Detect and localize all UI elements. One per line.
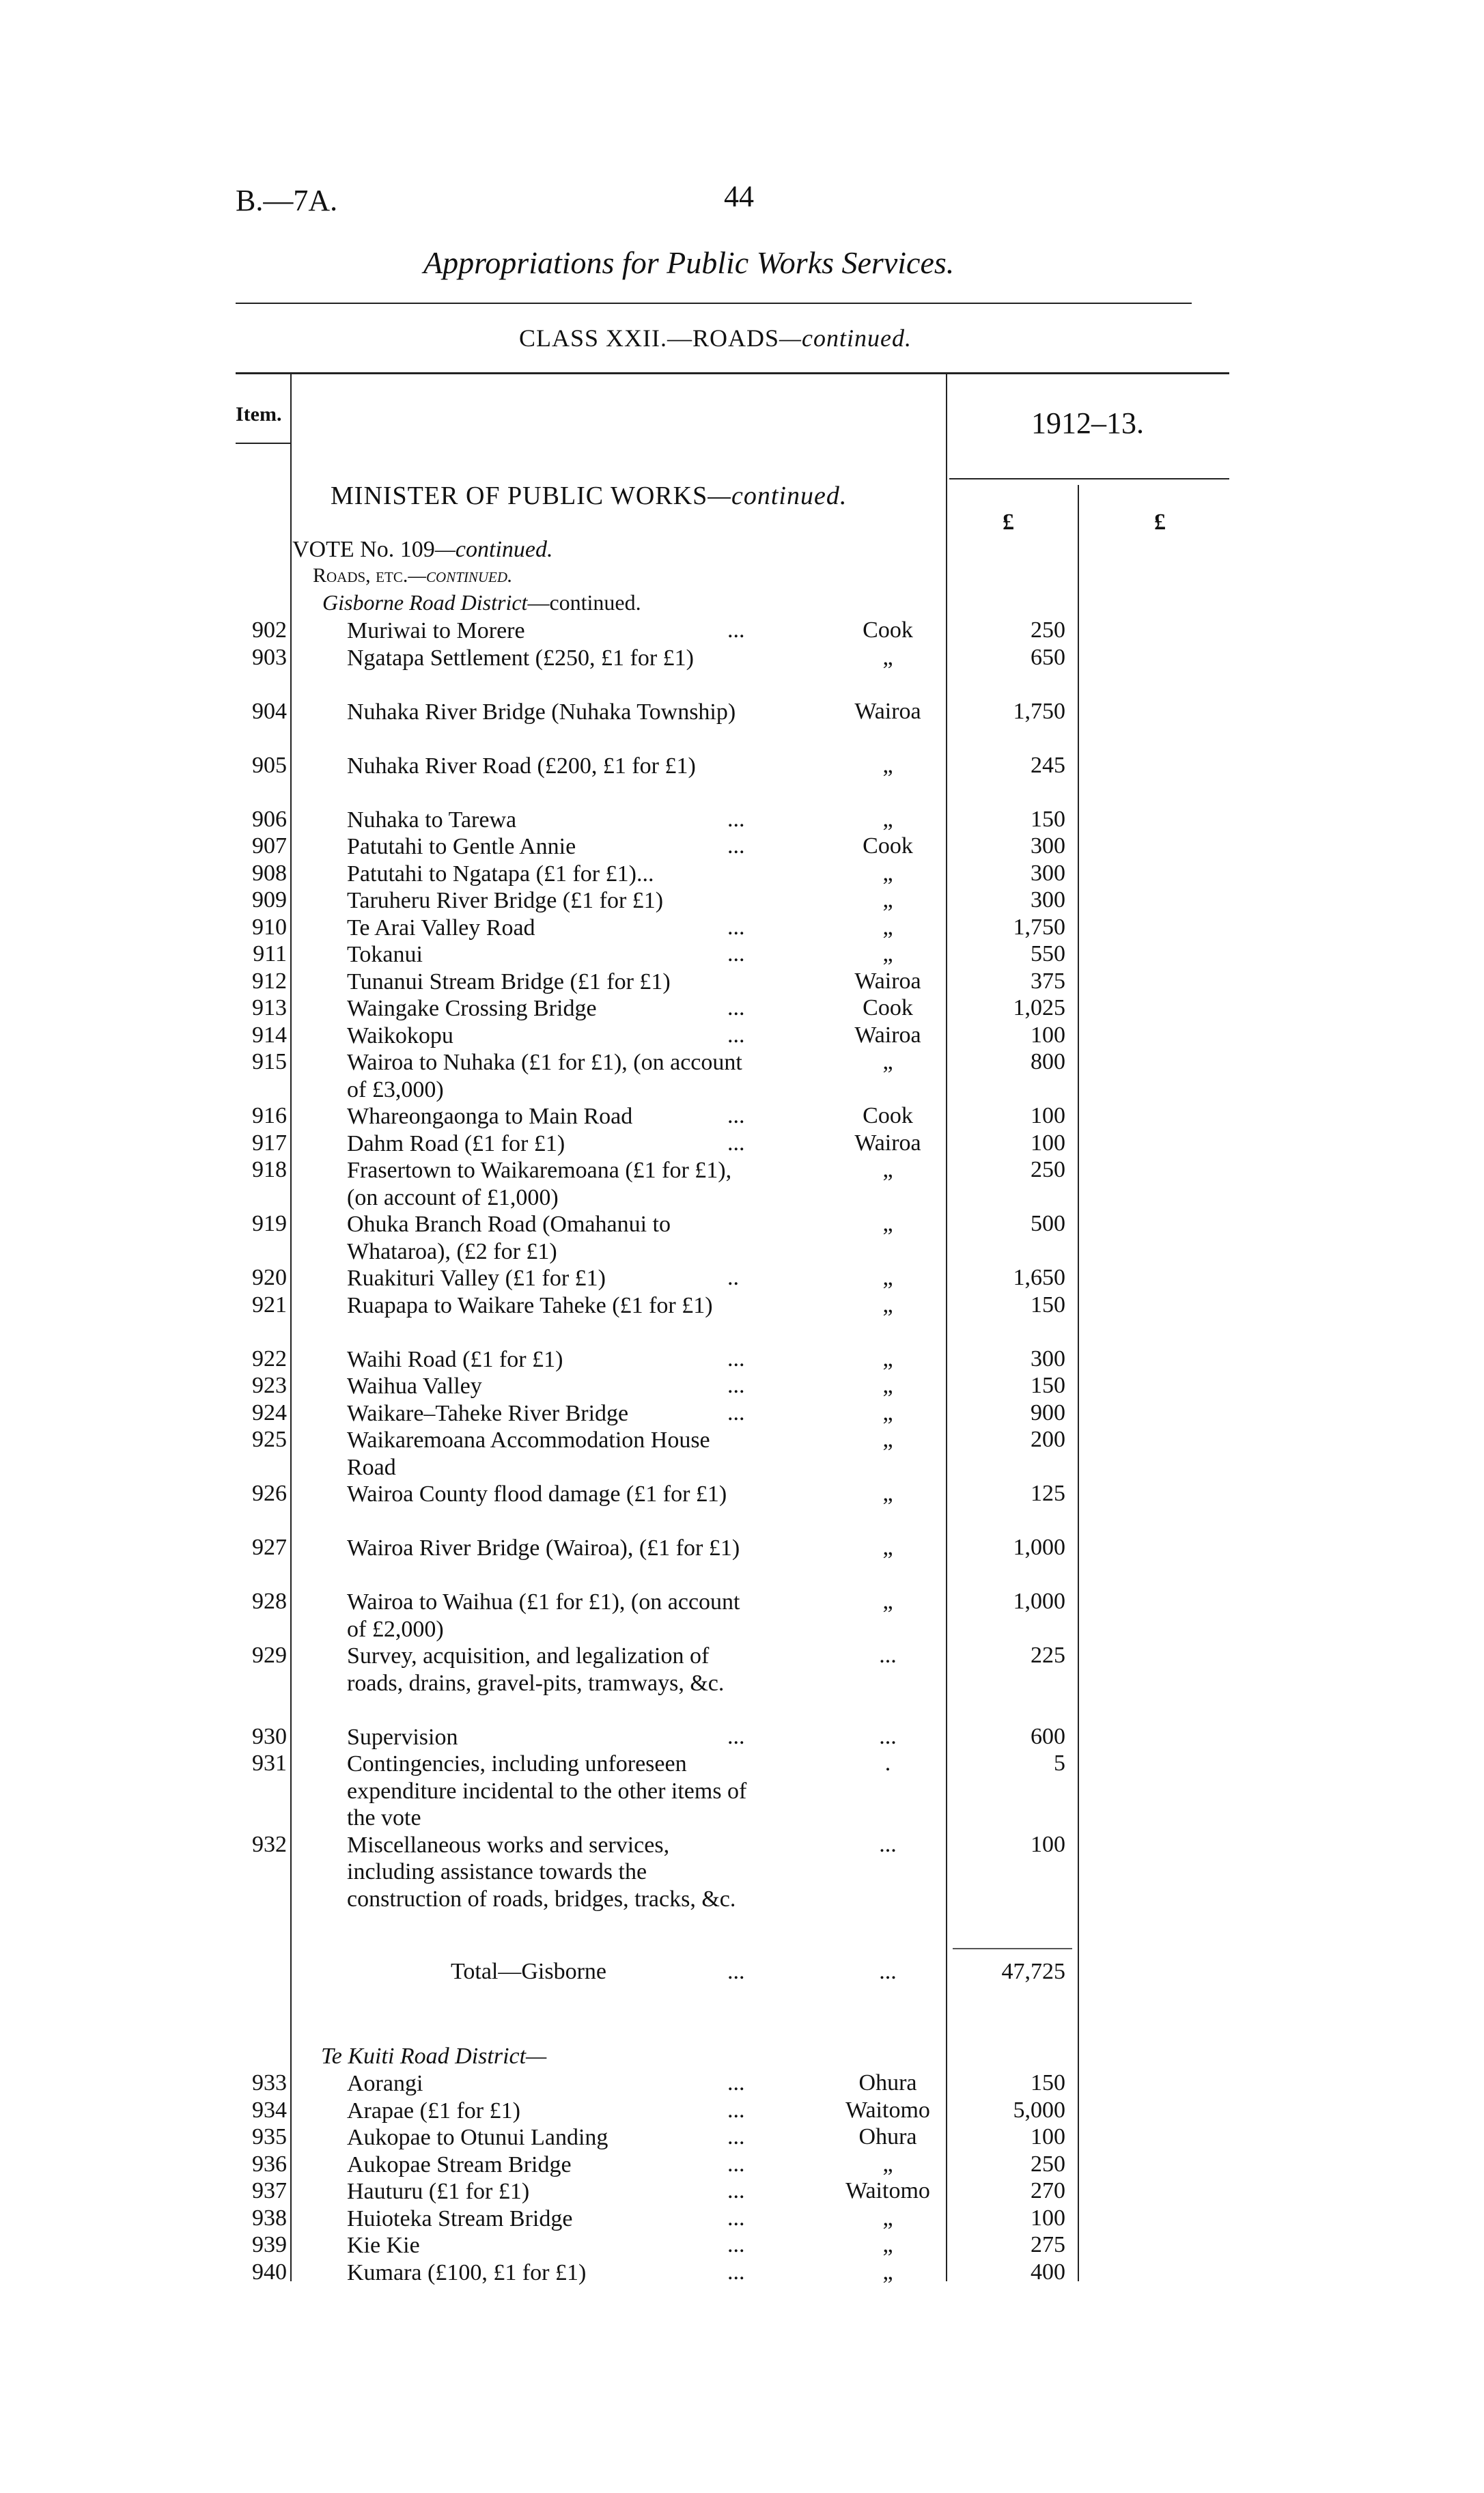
county-name: Ohura bbox=[858, 2070, 917, 2095]
minister-name: MINISTER OF PUBLIC WORKS bbox=[331, 482, 708, 510]
amount: 650 bbox=[1031, 644, 1065, 670]
item-description: Nuhaka River Road (£200, £1 for £1) bbox=[347, 753, 696, 779]
item-description: Wairoa River Bridge (Wairoa), (£1 for £1) bbox=[347, 1535, 740, 1561]
county-name: . bbox=[884, 1751, 891, 1776]
amount: 375 bbox=[1031, 968, 1065, 994]
amount: 1,750 bbox=[1013, 914, 1065, 940]
leader-dots: ... bbox=[727, 995, 745, 1020]
item-description: Miscellaneous works and services, including assistance towards the construction of roads, bridges, tracks, &c. bbox=[347, 1832, 736, 1912]
item-description: Tokanui bbox=[347, 942, 423, 967]
leader-dots: ... bbox=[727, 1103, 745, 1128]
county-name: ... bbox=[879, 1831, 897, 1857]
item-number: 932 bbox=[252, 1831, 287, 1857]
item-description: Hauturu (£1 for £1) bbox=[347, 2179, 530, 2204]
item-description: Ngatapa Settlement (£250, £1 for £1) bbox=[347, 645, 694, 671]
item-number: 922 bbox=[252, 1346, 287, 1371]
amount: 100 bbox=[1031, 1831, 1065, 1857]
county-name: ... bbox=[879, 1723, 897, 1749]
item-number: 914 bbox=[252, 1022, 287, 1048]
leader-dots: ... bbox=[727, 2178, 745, 2203]
item-number: 938 bbox=[252, 2205, 287, 2231]
vote-continued: —continued. bbox=[434, 537, 553, 562]
item-header-rule bbox=[236, 443, 290, 444]
class-title-continued: —continued. bbox=[779, 324, 912, 352]
amount: 1,000 bbox=[1013, 1589, 1065, 1614]
pound-right-header: £ bbox=[1154, 510, 1166, 535]
item-description: Patutahi to Ngatapa (£1 for £1)... bbox=[347, 861, 654, 887]
county-name: „ bbox=[882, 1399, 893, 1425]
item-description: Whareongaonga to Main Road bbox=[347, 1104, 633, 1129]
tekuiti-heading: Te Kuiti Road District— bbox=[321, 2044, 547, 2069]
amount: 5,000 bbox=[1013, 2097, 1065, 2123]
item-number: 933 bbox=[252, 2070, 287, 2095]
item-number: 930 bbox=[252, 1723, 287, 1749]
amount: 900 bbox=[1031, 1399, 1065, 1425]
amount: 300 bbox=[1031, 1346, 1065, 1371]
item-number: 921 bbox=[252, 1292, 287, 1318]
item-number: 940 bbox=[252, 2259, 287, 2285]
county-name: „ bbox=[882, 1211, 893, 1236]
item-number: 908 bbox=[252, 860, 287, 886]
amount: 125 bbox=[1031, 1481, 1065, 1506]
total-label: Total—Gisborne bbox=[451, 1959, 607, 1984]
item-description: Kie Kie bbox=[347, 2233, 420, 2258]
county-name: „ bbox=[882, 1049, 893, 1074]
roads-heading bbox=[313, 564, 513, 587]
county-name: „ bbox=[882, 1265, 893, 1290]
item-number: 937 bbox=[252, 2178, 287, 2203]
item-description: Frasertown to Waikaremoana (£1 for £1), (on account of £1,000) bbox=[347, 1158, 732, 1210]
item-description: Dahm Road (£1 for £1) bbox=[347, 1130, 565, 1156]
county-name: Waitomo bbox=[845, 2097, 930, 2123]
amount: 100 bbox=[1031, 2205, 1065, 2231]
county-name: ... bbox=[879, 1643, 897, 1668]
leader-dots: ... bbox=[727, 1373, 745, 1398]
item-column-rule bbox=[290, 374, 292, 2281]
county-name: „ bbox=[882, 1157, 893, 1182]
county-column-rule bbox=[946, 374, 947, 2281]
class-title-text: CLASS XXII.—ROADS bbox=[519, 324, 780, 352]
leader-dots: ... bbox=[727, 1399, 745, 1425]
leader-dots: ... bbox=[727, 1723, 745, 1749]
item-description: Muriwai to Morere bbox=[347, 618, 525, 643]
item-number: 918 bbox=[252, 1157, 287, 1182]
item-description: Waihi Road (£1 for £1) bbox=[347, 1346, 563, 1372]
amount: 150 bbox=[1031, 1292, 1065, 1318]
county-name: „ bbox=[882, 1481, 893, 1506]
amount: 300 bbox=[1031, 860, 1065, 886]
item-description: Survey, acquisition, and legalization of roads, drains, gravel-pits, tramways, &c. bbox=[347, 1643, 725, 1696]
item-description: Wairoa to Waihua (£1 for £1), (on account of £2,000) bbox=[347, 1589, 740, 1642]
document-reference: B.—7A. bbox=[236, 184, 338, 217]
amount: 150 bbox=[1031, 1373, 1065, 1398]
item-number: 931 bbox=[252, 1751, 287, 1776]
class-title bbox=[519, 324, 912, 352]
amount: 500 bbox=[1031, 1211, 1065, 1236]
page-title: Appropriations for Public Works Services. bbox=[423, 245, 955, 280]
item-description: Contingencies, including unforeseen expenditure incidental to the other items of the vote bbox=[347, 1751, 747, 1830]
item-number: 911 bbox=[253, 941, 287, 966]
amount: 300 bbox=[1031, 887, 1065, 913]
item-number: 913 bbox=[252, 995, 287, 1020]
county-name: „ bbox=[882, 2259, 893, 2285]
year-header-rule bbox=[949, 478, 1229, 479]
table-top-rule bbox=[236, 372, 1229, 374]
item-description: Tunanui Stream Bridge (£1 for £1) bbox=[347, 969, 671, 994]
total-county-dots: ... bbox=[879, 1959, 897, 1984]
item-number: 903 bbox=[252, 644, 287, 670]
item-description: Aukopae Stream Bridge bbox=[347, 2151, 572, 2177]
item-description: Waingake Crossing Bridge bbox=[347, 996, 597, 1021]
amount: 1,750 bbox=[1013, 698, 1065, 724]
roads-label: Roads, etc. bbox=[313, 564, 408, 587]
item-description: Taruheru River Bridge (£1 for £1) bbox=[347, 888, 664, 913]
item-number: 936 bbox=[252, 2151, 287, 2177]
item-description: Wairoa to Nuhaka (£1 for £1), (on account of £3,000) bbox=[347, 1050, 742, 1102]
roads-continued: —continued. bbox=[408, 564, 513, 587]
county-name: „ bbox=[882, 2151, 893, 2177]
amount: 200 bbox=[1031, 1427, 1065, 1452]
total-amount: 47,725 bbox=[1001, 1959, 1065, 1984]
item-description: Aukopae to Otunui Landing bbox=[347, 2125, 608, 2150]
county-name: „ bbox=[882, 2205, 893, 2231]
title-rule bbox=[236, 303, 1192, 304]
amount: 100 bbox=[1031, 1130, 1065, 1156]
item-number: 917 bbox=[252, 1130, 287, 1156]
leader-dots: ... bbox=[727, 2259, 745, 2285]
total-rule bbox=[953, 1948, 1072, 1949]
county-name: Ohura bbox=[858, 2124, 917, 2149]
page-number: 44 bbox=[724, 180, 754, 213]
county-name: Cook bbox=[863, 617, 913, 643]
amount: 245 bbox=[1031, 752, 1065, 778]
gisborne-heading-continued: —continued. bbox=[527, 590, 641, 615]
item-description: Waihua Valley bbox=[347, 1374, 482, 1399]
county-name: „ bbox=[882, 941, 893, 966]
county-name: „ bbox=[882, 1373, 893, 1398]
item-number: 915 bbox=[252, 1049, 287, 1074]
item-number: 929 bbox=[252, 1643, 287, 1668]
minister-heading bbox=[331, 481, 847, 511]
gisborne-heading bbox=[322, 590, 641, 615]
amount: 250 bbox=[1031, 2151, 1065, 2177]
leader-dots: ... bbox=[727, 833, 745, 859]
item-description: Nuhaka River Bridge (Nuhaka Township) bbox=[347, 699, 736, 725]
vote-heading bbox=[292, 537, 553, 563]
item-number: 925 bbox=[252, 1427, 287, 1452]
leader-dots: ... bbox=[727, 2151, 745, 2177]
item-description: Kumara (£100, £1 for £1) bbox=[347, 2259, 587, 2285]
amount: 250 bbox=[1031, 617, 1065, 643]
county-name: „ bbox=[882, 1292, 893, 1318]
county-name: „ bbox=[882, 644, 893, 670]
minister-continued: —continued. bbox=[708, 482, 848, 510]
county-name: „ bbox=[882, 1589, 893, 1614]
item-number: 907 bbox=[252, 833, 287, 859]
amount: 250 bbox=[1031, 1157, 1065, 1182]
item-description: Supervision bbox=[347, 1724, 458, 1750]
county-name: „ bbox=[882, 806, 893, 832]
item-column-header: Item. bbox=[236, 403, 282, 426]
county-name: Waitomo bbox=[845, 2178, 930, 2203]
amount: 600 bbox=[1031, 1723, 1065, 1749]
item-description: Ruakituri Valley (£1 for £1) bbox=[347, 1266, 606, 1291]
item-number: 905 bbox=[252, 752, 287, 778]
amount: 100 bbox=[1031, 1022, 1065, 1048]
county-name: „ bbox=[882, 1427, 893, 1452]
item-description: Ruapapa to Waikare Taheke (£1 for £1) bbox=[347, 1292, 713, 1318]
amount: 150 bbox=[1031, 2070, 1065, 2095]
total-leader-dots: ... bbox=[727, 1959, 745, 1984]
county-name: Wairoa bbox=[854, 698, 921, 724]
item-number: 909 bbox=[252, 887, 287, 913]
county-name: „ bbox=[882, 1346, 893, 1371]
leader-dots: ... bbox=[727, 617, 745, 643]
amount: 5 bbox=[1054, 1751, 1065, 1776]
item-number: 924 bbox=[252, 1399, 287, 1425]
leader-dots: ... bbox=[727, 2097, 745, 2123]
leader-dots: ... bbox=[727, 941, 745, 966]
item-number: 920 bbox=[252, 1265, 287, 1290]
county-name: „ bbox=[882, 2232, 893, 2257]
item-number: 910 bbox=[252, 914, 287, 940]
amount: 400 bbox=[1031, 2259, 1065, 2285]
item-description: Nuhaka to Tarewa bbox=[347, 807, 517, 833]
item-number: 902 bbox=[252, 617, 287, 643]
item-description: Huioteka Stream Bridge bbox=[347, 2205, 573, 2231]
item-number: 934 bbox=[252, 2097, 287, 2123]
leader-dots: ... bbox=[727, 1022, 745, 1048]
item-description: Waikare–Taheke River Bridge bbox=[347, 1400, 629, 1426]
county-name: Wairoa bbox=[854, 1022, 921, 1048]
item-number: 904 bbox=[252, 698, 287, 724]
item-number: 928 bbox=[252, 1589, 287, 1614]
leader-dots: ... bbox=[727, 806, 745, 832]
county-name: „ bbox=[882, 914, 893, 940]
county-name: Cook bbox=[863, 995, 913, 1020]
item-number: 916 bbox=[252, 1103, 287, 1128]
amount: 1,025 bbox=[1013, 995, 1065, 1020]
item-number: 919 bbox=[252, 1211, 287, 1236]
item-number: 939 bbox=[252, 2232, 287, 2257]
gisborne-heading-label: Gisborne Road District bbox=[322, 590, 528, 615]
item-number: 912 bbox=[252, 968, 287, 994]
item-number: 923 bbox=[252, 1373, 287, 1398]
leader-dots: ... bbox=[727, 1130, 745, 1156]
county-name: Cook bbox=[863, 1103, 913, 1128]
vote-label: VOTE No. 109 bbox=[292, 537, 435, 562]
leader-dots: ... bbox=[727, 2205, 745, 2231]
amount: 300 bbox=[1031, 833, 1065, 859]
amount: 150 bbox=[1031, 806, 1065, 832]
item-description: Waikokopu bbox=[347, 1022, 453, 1048]
county-name: „ bbox=[882, 752, 893, 778]
county-name: Cook bbox=[863, 833, 913, 859]
amount: 100 bbox=[1031, 2124, 1065, 2149]
amount: 100 bbox=[1031, 1103, 1065, 1128]
item-number: 935 bbox=[252, 2124, 287, 2149]
amount: 1,000 bbox=[1013, 1535, 1065, 1560]
item-number: 927 bbox=[252, 1535, 287, 1560]
county-name: „ bbox=[882, 860, 893, 886]
county-name: Wairoa bbox=[854, 968, 921, 994]
item-description: Arapae (£1 for £1) bbox=[347, 2098, 520, 2123]
amount: 1,650 bbox=[1013, 1265, 1065, 1290]
amount: 800 bbox=[1031, 1049, 1065, 1074]
leader-dots: ... bbox=[727, 2070, 745, 2095]
county-name: „ bbox=[882, 1535, 893, 1560]
item-description: Te Arai Valley Road bbox=[347, 915, 535, 941]
leader-dots: ... bbox=[727, 914, 745, 940]
item-description: Waikaremoana Accommodation House Road bbox=[347, 1427, 710, 1480]
leader-dots: .. bbox=[727, 1265, 739, 1290]
amount: 225 bbox=[1031, 1643, 1065, 1668]
item-description: Ohuka Branch Road (Omahanui to Whataroa), (£2 for £1) bbox=[347, 1212, 671, 1264]
county-name: „ bbox=[882, 887, 893, 913]
item-description: Aorangi bbox=[347, 2071, 423, 2096]
pound-left-header: £ bbox=[1003, 510, 1014, 535]
item-description: Patutahi to Gentle Annie bbox=[347, 834, 576, 859]
amount: 275 bbox=[1031, 2232, 1065, 2257]
county-name: Wairoa bbox=[854, 1130, 921, 1156]
year-column-header: 1912–13. bbox=[1031, 406, 1144, 440]
leader-dots: ... bbox=[727, 2232, 745, 2257]
amount: 550 bbox=[1031, 941, 1065, 966]
leader-dots: ... bbox=[727, 2124, 745, 2149]
item-number: 906 bbox=[252, 806, 287, 832]
amount: 270 bbox=[1031, 2178, 1065, 2203]
item-number: 926 bbox=[252, 1481, 287, 1506]
amount-column-rule bbox=[1078, 485, 1079, 2281]
item-description: Wairoa County flood damage (£1 for £1) bbox=[347, 1481, 727, 1507]
leader-dots: ... bbox=[727, 1346, 745, 1371]
